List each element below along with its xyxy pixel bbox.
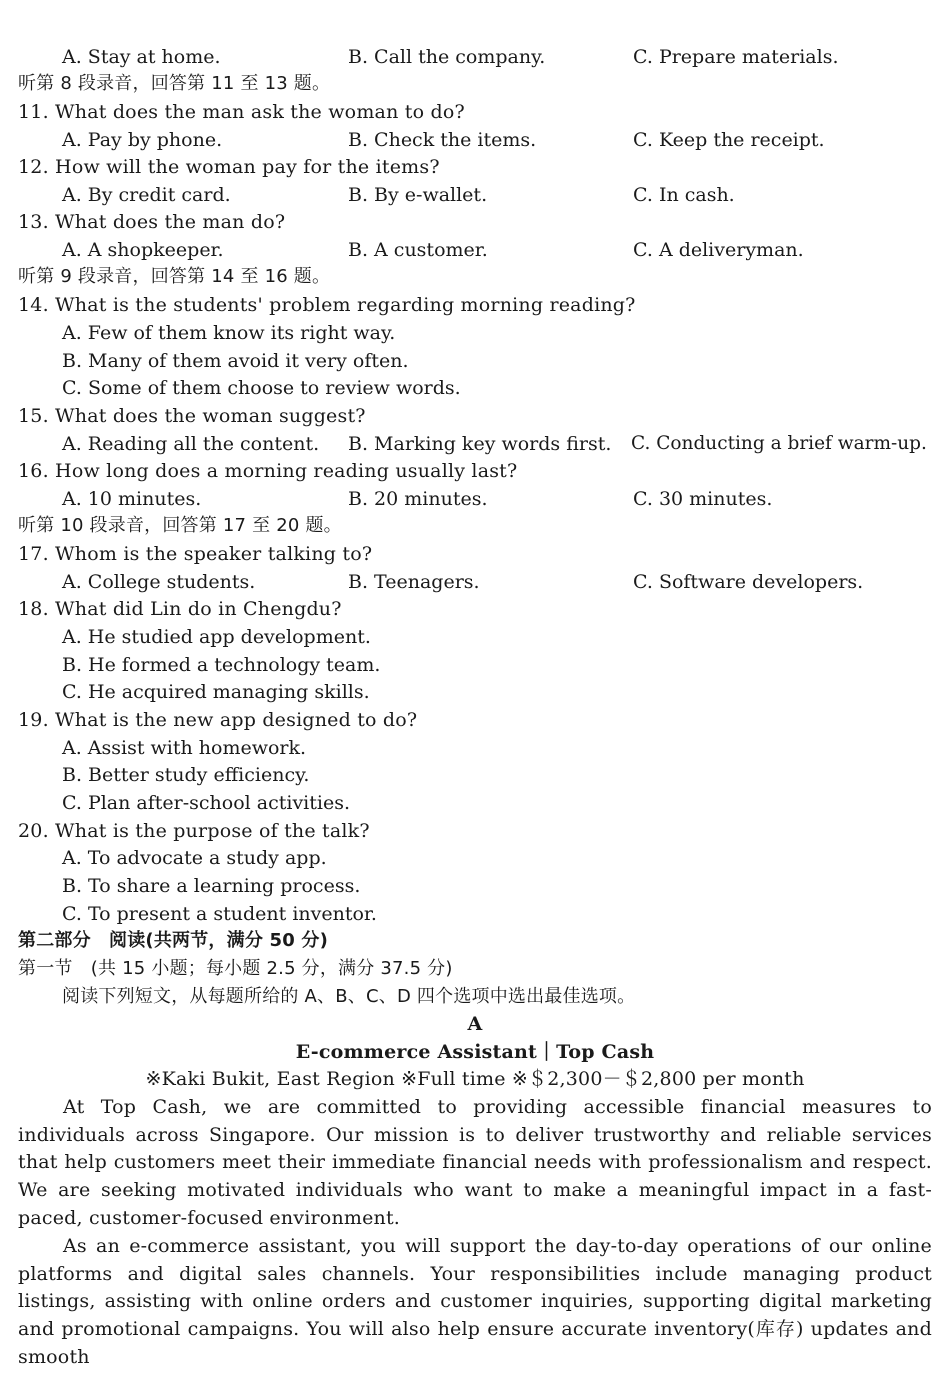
passage-letter: A bbox=[467, 1013, 483, 1035]
section-10-instruction: 听第 10 段录音，回答第 17 至 20 题。 bbox=[18, 515, 342, 536]
paragraph-1: At Top Cash, we are committed to providing accessible financial measures to individuals across Singapore. Our mission is to deliver trustworthy and reliable services that help customers meet their immediate financial needs with professionalism and respect. We are seeking motivated individuals who want to make a meaningful impact in a fast-paced, customer-focused environment. bbox=[18, 1096, 932, 1229]
q11-option-c: C. Keep the receipt. bbox=[633, 129, 825, 151]
q19-option-b: B. Better study efficiency. bbox=[62, 764, 310, 786]
section-9-instruction: 听第 9 段录音，回答第 14 至 16 题。 bbox=[18, 266, 331, 287]
job-meta: ※Kaki Bukit, East Region ※Full time ※＄2,300－＄2,800 per month bbox=[145, 1068, 805, 1090]
q17-option-a: A. College students. bbox=[62, 571, 256, 593]
q20-stem: 20. What is the purpose of the talk? bbox=[18, 820, 370, 842]
q11-option-a: A. Pay by phone. bbox=[62, 129, 223, 151]
q17-option-c: C. Software developers. bbox=[633, 571, 864, 593]
q12-option-c: C. In cash. bbox=[633, 184, 735, 206]
q15-option-b: B. Marking key words first. bbox=[348, 433, 612, 455]
q13-option-c: C. A deliveryman. bbox=[633, 239, 804, 261]
q19-option-c: C. Plan after-school activities. bbox=[62, 792, 351, 814]
job-title: E-commerce Assistant｜Top Cash bbox=[295, 1041, 655, 1063]
q14-option-a: A. Few of them know its right way. bbox=[62, 322, 396, 344]
q13-option-b: B. A customer. bbox=[348, 239, 488, 261]
q20-option-b: B. To share a learning process. bbox=[62, 875, 361, 897]
part-2-heading: 第二部分 阅读(共两节，满分 50 分) bbox=[18, 930, 329, 951]
q15-option-a: A. Reading all the content. bbox=[62, 433, 320, 455]
q15-option-c: C. Conducting a brief warm-up. bbox=[631, 433, 927, 454]
q17-stem: 17. Whom is the speaker talking to? bbox=[18, 543, 373, 565]
q14-stem: 14. What is the students' problem regarding morning reading? bbox=[18, 294, 636, 316]
q18-option-c: C. He acquired managing skills. bbox=[62, 681, 370, 703]
section-1-heading: 第一节 (共 15 小题；每小题 2.5 分，满分 37.5 分) bbox=[18, 958, 453, 979]
reading-instruction: 阅读下列短文，从每题所给的 A、B、C、D 四个选项中选出最佳选项。 bbox=[62, 986, 636, 1007]
q19-option-a: A. Assist with homework. bbox=[62, 737, 307, 759]
q18-option-a: A. He studied app development. bbox=[62, 626, 371, 648]
q10-option-c: C. Prepare materials. bbox=[633, 46, 839, 68]
q12-option-b: B. By e-wallet. bbox=[348, 184, 488, 206]
q16-stem: 16. How long does a morning reading usually last? bbox=[18, 460, 518, 482]
q15-stem: 15. What does the woman suggest? bbox=[18, 405, 366, 427]
paragraph-2: As an e-commerce assistant, you will support the day-to-day operations of our online platforms and digital sales channels. Your responsibilities include managing product listings, assisting with online orders and customer inquiries, supporting digital marketing and promotional campaigns. You will also help ensure accurate inventory(库存) updates and smooth bbox=[18, 1235, 932, 1368]
q20-option-a: A. To advocate a study app. bbox=[62, 847, 327, 869]
q18-stem: 18. What did Lin do in Chengdu? bbox=[18, 598, 342, 620]
q12-option-a: A. By credit card. bbox=[62, 184, 231, 206]
q13-stem: 13. What does the man do? bbox=[18, 211, 286, 233]
q12-stem: 12. How will the woman pay for the items? bbox=[18, 156, 440, 178]
q10-option-b: B. Call the company. bbox=[348, 46, 546, 68]
q11-stem: 11. What does the man ask the woman to do? bbox=[18, 101, 465, 123]
q16-option-b: B. 20 minutes. bbox=[348, 488, 488, 510]
q13-option-a: A. A shopkeeper. bbox=[62, 239, 224, 261]
q18-option-b: B. He formed a technology team. bbox=[62, 654, 381, 676]
q17-option-b: B. Teenagers. bbox=[348, 571, 480, 593]
q20-option-c: C. To present a student inventor. bbox=[62, 903, 377, 925]
q10-option-a: A. Stay at home. bbox=[62, 46, 221, 68]
q14-option-b: B. Many of them avoid it very often. bbox=[62, 350, 409, 372]
q16-option-a: A. 10 minutes. bbox=[62, 488, 202, 510]
section-8-instruction: 听第 8 段录音，回答第 11 至 13 题。 bbox=[18, 73, 331, 94]
q19-stem: 19. What is the new app designed to do? bbox=[18, 709, 418, 731]
q14-option-c: C. Some of them choose to review words. bbox=[62, 377, 461, 399]
q16-option-c: C. 30 minutes. bbox=[633, 488, 773, 510]
q11-option-b: B. Check the items. bbox=[348, 129, 537, 151]
